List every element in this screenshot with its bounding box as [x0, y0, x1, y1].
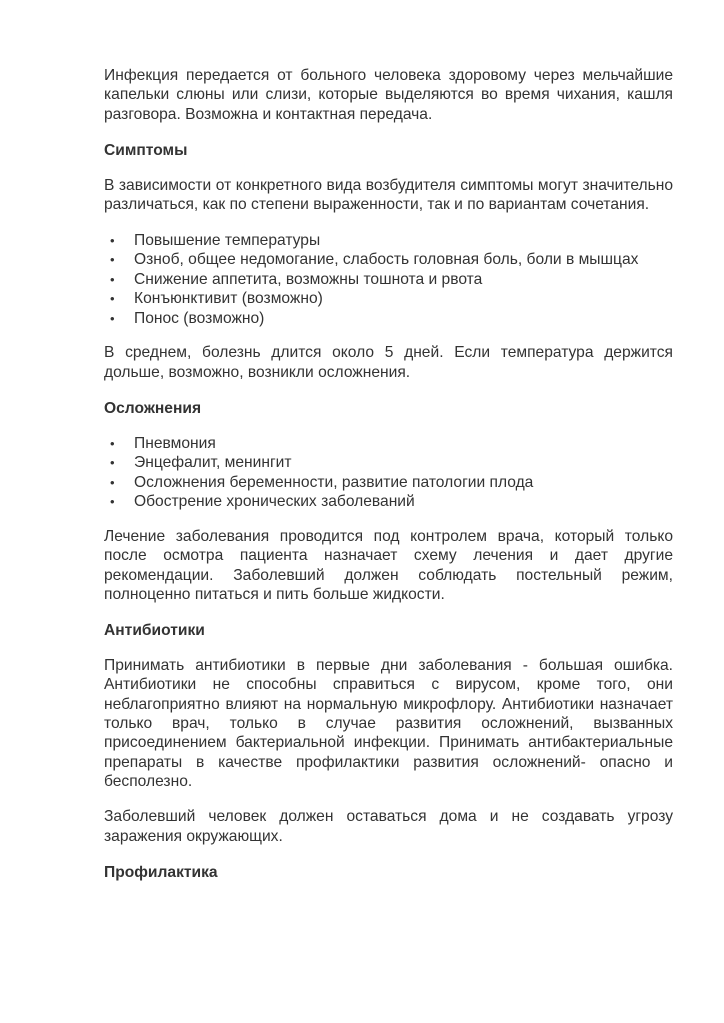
list-item: • Повышение температуры: [110, 231, 321, 249]
bullet-icon: •: [110, 493, 115, 509]
list-item: • Пневмония: [110, 434, 216, 452]
bullet-icon: •: [110, 252, 115, 268]
complications-heading: Осложнения: [104, 399, 202, 417]
list-item: • Обострение хронических заболеваний: [110, 492, 415, 510]
antibiotics-paragraph: Принимать антибиотики в первые дни заболевания - большая ошибка. Антибиотики не способны справиться с вирусом, кроме того, они неблагоприятно влияют на нормальную микрофлору. Антибиотики назначает только врач, только в случае развития осложнений, вызванных присоединением бактериальной инфекции. Принимать антибактериальные препараты в качестве профилактики развития осложнений- опасно и бесполезно.: [104, 656, 673, 791]
home-paragraph: Заболевший человек должен оставаться дома и не создавать угрозу заражения окружающих.: [104, 808, 673, 845]
list-item: • Энцефалит, менингит: [110, 454, 292, 472]
duration-paragraph: В среднем, болезнь длится около 5 дней. Если температура держится дольше, возможно, возникли осложнения.: [104, 344, 673, 381]
bullet-icon: •: [110, 455, 115, 471]
symptoms-heading: Симптомы: [104, 141, 188, 159]
list-item: • Озноб, общее недомогание, слабость головная боль, боли в мышцах: [110, 251, 639, 269]
intro-paragraph: Инфекция передается от больного человека здоровому через мельчайшие капельки слюны или слизи, которые выделяются во время чихания, кашля разговора. Возможна и контактная передача.: [104, 67, 673, 123]
symptoms-list: [104, 231, 673, 328]
treatment-paragraph: Лечение заболевания проводится под контролем врача, который только после осмотра пациента назначает схему лечения и дает другие рекомендации. Заболевший должен соблюдать постельный режим, полноценно питаться и пить больше жидкости.: [104, 527, 673, 604]
bullet-icon: •: [110, 271, 115, 287]
list-item: • Снижение аппетита, возможны тошнота и рвота: [110, 270, 483, 288]
bullet-icon: •: [110, 474, 115, 490]
prevention-heading: Профилактика: [104, 863, 218, 881]
bullet-icon: •: [110, 232, 115, 248]
document-page: [104, 66, 673, 882]
list-item: • Осложнения беременности, развитие патологии плода: [110, 473, 534, 491]
bullet-icon: •: [110, 435, 115, 451]
bullet-icon: •: [110, 310, 115, 326]
symptoms-paragraph: В зависимости от конкретного вида возбудителя симптомы могут значительно различаться, как по степени выраженности, так и по вариантам сочетания.: [104, 176, 673, 214]
list-item: • Понос (возможно): [110, 309, 265, 327]
antibiotics-heading: Антибиотики: [104, 621, 205, 639]
list-item: • Конъюнктивит (возможно): [110, 290, 323, 308]
bullet-icon: •: [110, 291, 115, 307]
complications-list: [104, 434, 673, 512]
